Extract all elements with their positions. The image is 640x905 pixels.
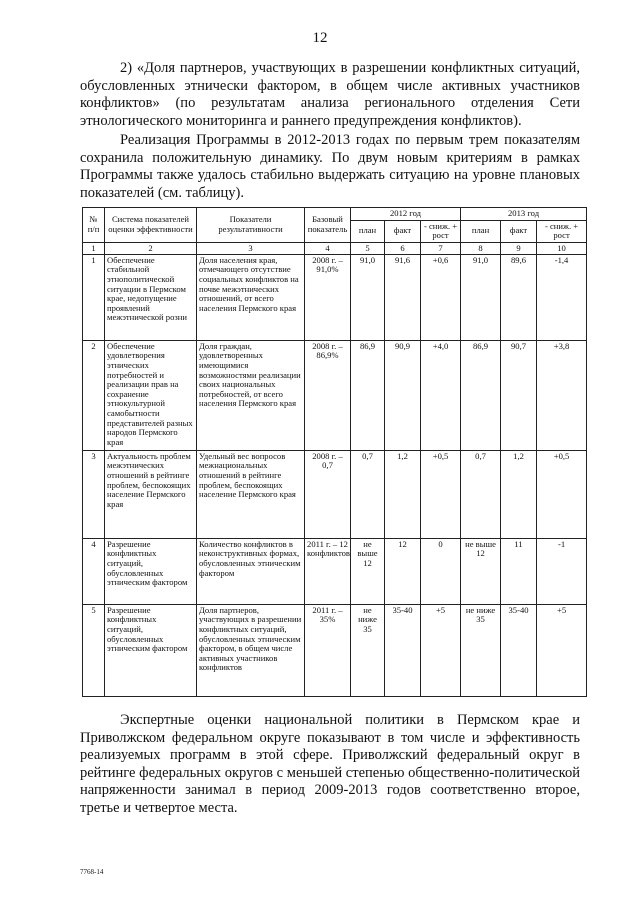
row-indicator: Удельный вес вопросов межнациональных отношений в рейтинге проблем, беспокоящих население Пермского края (197, 450, 305, 538)
column-index: 8 (461, 242, 501, 254)
row-fact-2012: 35-40 (385, 604, 421, 696)
row-plan-2012: 0,7 (351, 450, 385, 538)
row-change-2012: +0,6 (421, 254, 461, 340)
row-num: 3 (83, 450, 105, 538)
row-system: Обеспечение удовлетворения этнических потребностей и реализации прав на сохранение этнокультурной самобытности представителей разных народов Пермского края (105, 340, 197, 450)
row-base: 2011 г. – 12 конфликтов (305, 538, 351, 604)
header-fact-2013: факт (501, 220, 537, 242)
column-index: 3 (197, 242, 305, 254)
row-plan-2012: 91,0 (351, 254, 385, 340)
row-fact-2013: 90,7 (501, 340, 537, 450)
column-index: 10 (537, 242, 587, 254)
column-index-row (83, 242, 587, 254)
column-index: 2 (105, 242, 197, 254)
row-fact-2012: 1,2 (385, 450, 421, 538)
page-number: 12 (312, 30, 328, 46)
row-plan-2013: не ниже 35 (461, 604, 501, 696)
table-row (83, 604, 587, 696)
row-change-2013: +0,5 (537, 450, 587, 538)
column-index: 1 (83, 242, 105, 254)
header-num: № п/п (83, 208, 105, 243)
header-system: Система показателей оценки эффективности (105, 208, 197, 243)
row-system: Разрешение конфликтных ситуаций, обусловленных этническим фактором (105, 538, 197, 604)
header-base: Базовый показатель (305, 208, 351, 243)
header-year-2012: 2012 год (351, 208, 461, 221)
row-fact-2013: 35-40 (501, 604, 537, 696)
row-plan-2013: не выше 12 (461, 538, 501, 604)
row-change-2012: +4,0 (421, 340, 461, 450)
header-fact-2012: факт (385, 220, 421, 242)
table-row (83, 254, 587, 340)
row-system: Актуальность проблем межэтнических отношений в рейтинге проблем, беспокоящих население Пермского края (105, 450, 197, 538)
row-num: 1 (83, 254, 105, 340)
header-change-2012: - сниж. + рост (421, 220, 461, 242)
column-index: 9 (501, 242, 537, 254)
row-indicator: Доля населения края, отмечающего отсутствие социальных конфликтов на почве межэтнических отношений, от всего населения Пермского края (197, 254, 305, 340)
row-num: 4 (83, 538, 105, 604)
column-index: 7 (421, 242, 461, 254)
row-base: 2008 г. – 91,0% (305, 254, 351, 340)
row-fact-2012: 12 (385, 538, 421, 604)
row-plan-2012: не ниже 35 (351, 604, 385, 696)
row-change-2012: +5 (421, 604, 461, 696)
header-plan-2012: план (351, 220, 385, 242)
row-change-2013: +5 (537, 604, 587, 696)
table-row (83, 450, 587, 538)
header-year-2013: 2013 год (461, 208, 587, 221)
row-base: 2008 г. – 0,7 (305, 450, 351, 538)
row-num: 2 (83, 340, 105, 450)
paragraph-indicator-description: 2) «Доля партнеров, участвующих в разрешении конфликтных ситуаций, обусловленных этнически фактором, в общем числе активных участников конфликтов» (по результатам анализа регионального отделения Сети этнологического мониторинга и раннего предупреждения конфликтов). (80, 60, 580, 129)
paragraph-expert-assessment: Экспертные оценки национальной политики в Пермском крае и Приволжском федеральном округе показывают в том числе и эффективность реализуемых программ в этой сфере. Приволжский федеральный округ в рейтинге федеральных округов с меньшей степенью общественно-политической напряженности занимал в период 2009-2013 годов соответственно второе, третье и четвертое места. (80, 712, 580, 816)
row-plan-2012: 86,9 (351, 340, 385, 450)
table-header-row (83, 208, 587, 221)
row-base: 2011 г. – 35% (305, 604, 351, 696)
row-fact-2013: 11 (501, 538, 537, 604)
row-indicator: Доля партнеров, участвующих в разрешении конфликтных ситуаций, обусловленных этническим фактором, в общем числе активных участников конфликтов (197, 604, 305, 696)
row-change-2012: 0 (421, 538, 461, 604)
row-change-2013: -1 (537, 538, 587, 604)
row-plan-2013: 0,7 (461, 450, 501, 538)
header-indicators: Показатели результативности (197, 208, 305, 243)
header-change-2013: - сниж. + рост (537, 220, 587, 242)
row-base: 2008 г. – 86,9% (305, 340, 351, 450)
row-indicator: Доля граждан, удовлетворенных имеющимися возможностями реализации своих национальных потребностей, от всего населения Пермского края (197, 340, 305, 450)
row-indicator: Количество конфликтов в неконструктивных формах, обусловленных этническим фактором (197, 538, 305, 604)
row-fact-2013: 1,2 (501, 450, 537, 538)
table-row (83, 538, 587, 604)
indicators-table (82, 207, 587, 697)
column-index: 6 (385, 242, 421, 254)
paragraph-program-results: Реализация Программы в 2012-2013 годах по первым трем показателям сохранила положительную динамику. По двум новым критериям в рамках Программы также удалось стабильно выдержать ситуацию на уровне плановых показателей (см. таблицу). (80, 132, 580, 201)
row-system: Разрешение конфликтных ситуаций, обусловленных этническим фактором (105, 604, 197, 696)
document-code: 7768-14 (80, 868, 104, 876)
table-row (83, 340, 587, 450)
row-plan-2013: 86,9 (461, 340, 501, 450)
row-num: 5 (83, 604, 105, 696)
row-plan-2013: 91,0 (461, 254, 501, 340)
header-plan-2013: план (461, 220, 501, 242)
row-change-2013: -1,4 (537, 254, 587, 340)
row-system: Обеспечение стабильной этнополитической ситуации в Пермском крае, недопущение проявлений межэтнической розни (105, 254, 197, 340)
row-change-2012: +0,5 (421, 450, 461, 538)
row-change-2013: +3,8 (537, 340, 587, 450)
row-fact-2012: 91,6 (385, 254, 421, 340)
column-index: 5 (351, 242, 385, 254)
column-index: 4 (305, 242, 351, 254)
row-fact-2013: 89,6 (501, 254, 537, 340)
row-fact-2012: 90,9 (385, 340, 421, 450)
row-plan-2012: не выше 12 (351, 538, 385, 604)
